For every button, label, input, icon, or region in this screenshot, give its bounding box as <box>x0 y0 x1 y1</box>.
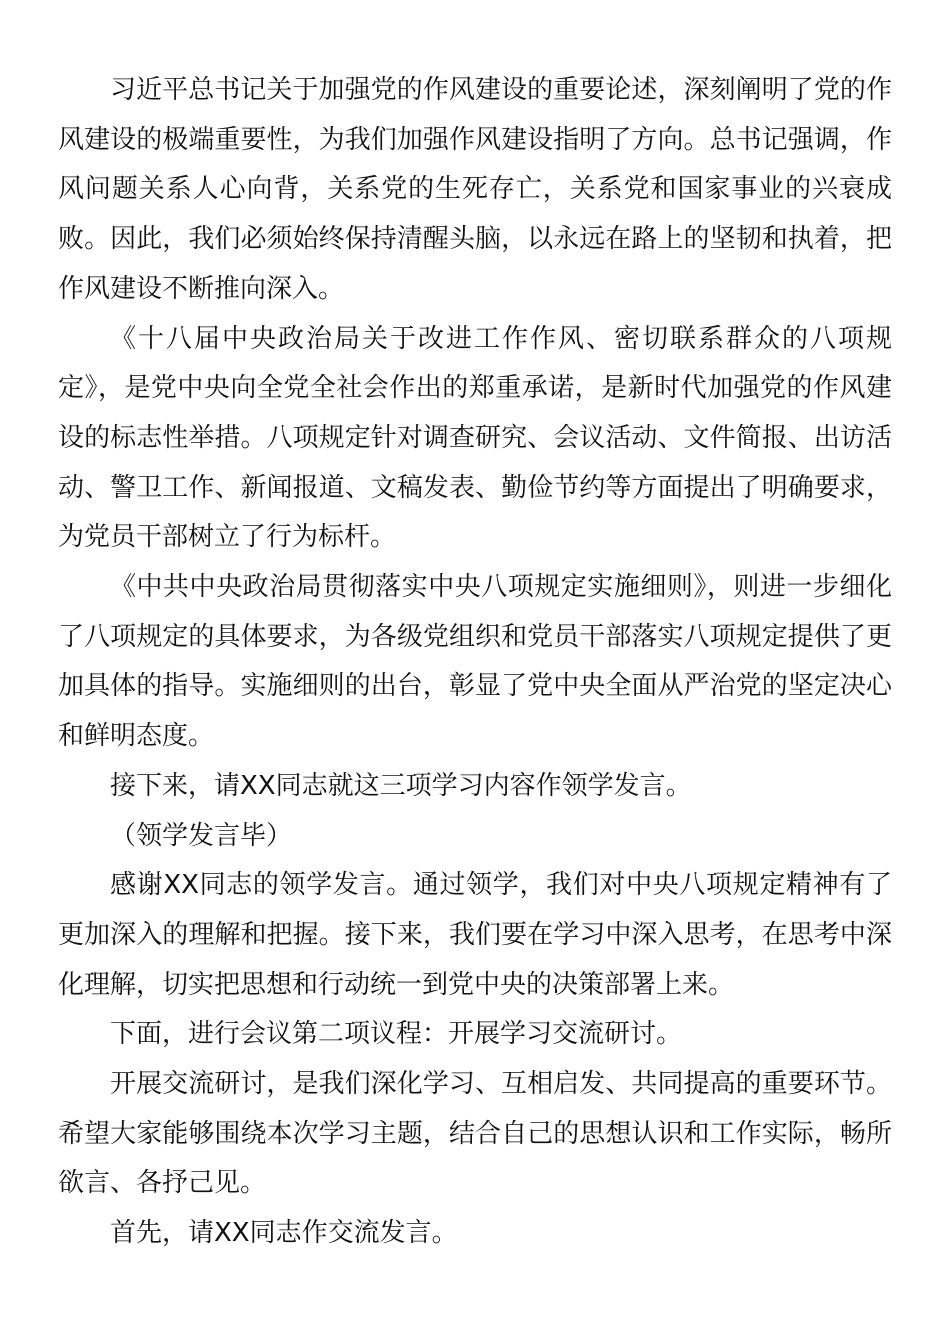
paragraph: 开展交流研讨，是我们深化学习、互相启发、共同提高的重要环节。希望大家能够围绕本次学习主题，结合自己的思想认识和工作实际，畅所欲言、各抒己见。 <box>58 1069 892 1199</box>
paragraph: 感谢XX同志的领学发言。通过领学，我们对中央八项规定精神有了更加深入的理解和把握。接下来，我们要在学习中深入思考，在思考中深化理解，切实把思想和行动统一到党中央的决策部署上来。 <box>58 870 892 1000</box>
paragraph: 《中共中央政治局贯彻落实中央八项规定实施细则》，则进一步细化了八项规定的具体要求，为各级党组织和党员干部落实八项规定提供了更加具体的指导。实施细则的出台，彰显了党中央全面从严治党的坚定决心和鲜明态度。 <box>58 572 892 752</box>
document-body <box>58 66 892 1259</box>
paragraph: 接下来，请XX同志就这三项学习内容作领学发言。 <box>110 770 692 801</box>
paragraph: 首先，请XX同志作交流发言。 <box>110 1218 458 1249</box>
paragraph: （领学发言毕） <box>110 820 293 851</box>
paragraph: 《十八届中央政治局关于改进工作作风、密切联系群众的八项规定》，是党中央向全党全社会作出的郑重承诺，是新时代加强党的作风建设的标志性举措。八项规定针对调查研究、会议活动、文件简报、出访活动、警卫工作、新闻报道、文稿发表、勤俭节约等方面提出了明确要求，为党员干部树立了行为标杆。 <box>58 323 892 553</box>
paragraph: 下面，进行会议第二项议程：开展学习交流研讨。 <box>110 1019 683 1050</box>
paragraph: 习近平总书记关于加强党的作风建设的重要论述，深刻阐明了党的作风建设的极端重要性，为我们加强作风建设指明了方向。总书记强调，作风问题关系人心向背，关系党的生死存亡，关系党和国家事业的兴衰成败。因此，我们必须始终保持清醒头脑，以永远在路上的坚韧和执着，把作风建设不断推向深入。 <box>58 75 892 304</box>
